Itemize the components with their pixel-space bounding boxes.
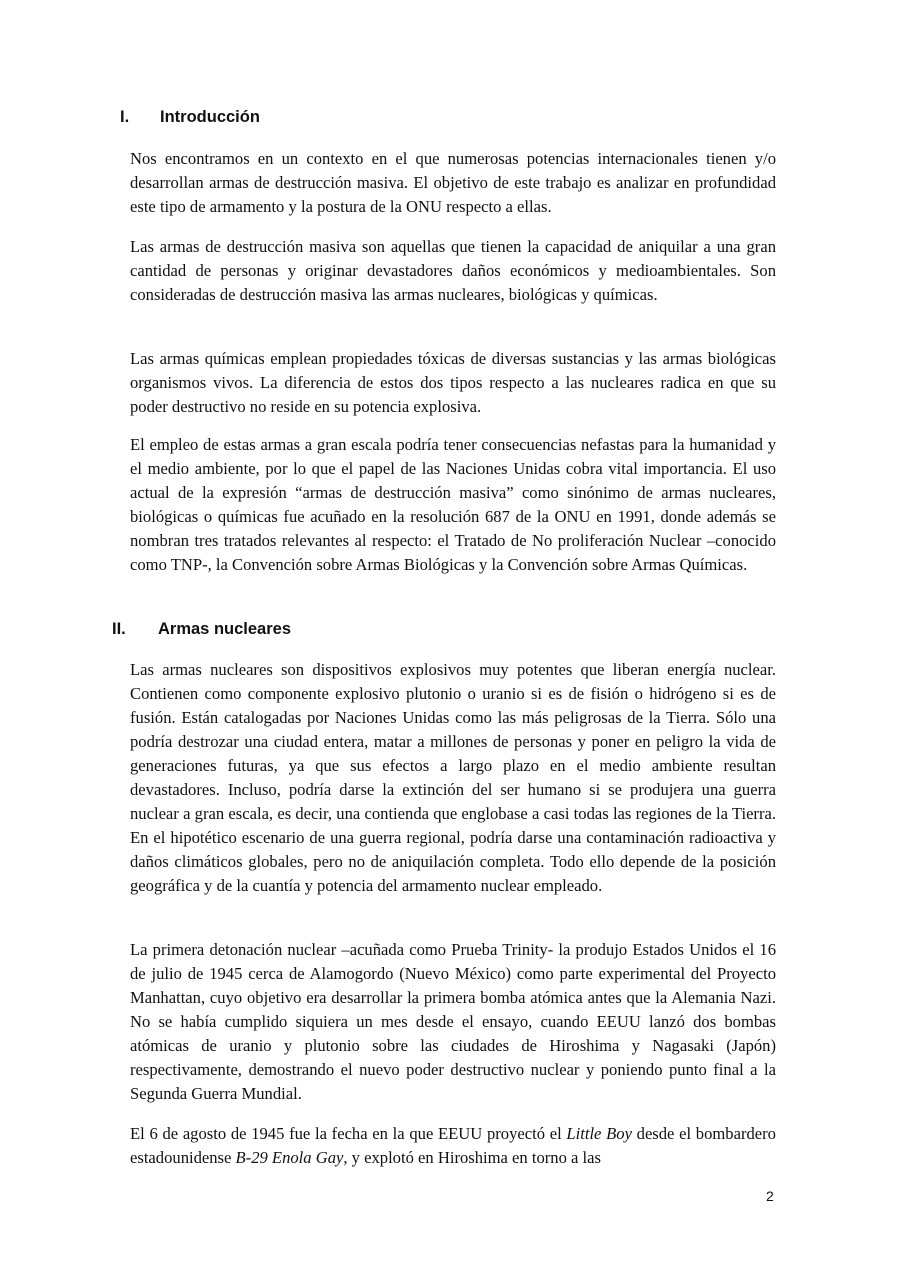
text-run: El 6 de agosto de 1945 fue la fecha en la que EEUU proyectó el (130, 1124, 567, 1143)
italic-run: B-29 Enola Gay (235, 1148, 344, 1167)
section-title: Armas nucleares (158, 620, 291, 638)
page-number: 2 (766, 1188, 774, 1204)
paragraph: Nos encontramos en un contexto en el que numerosas potencias internacionales tienen y/o desarrollan armas de destrucción masiva. El objetivo de este trabajo es analizar en profundidad este tipo de armamento y la postura de la ONU respecto a ellas. (130, 149, 776, 216)
paragraph: Las armas nucleares son dispositivos explosivos muy potentes que liberan energía nuclear. Contienen como componente explosivo plutonio o uranio si es de fisión o hidrógeno si es de fusión. Están catalogadas por Naciones Unidas como las más peligrosas de la Tierra. Sólo una podría destrozar una ciudad entera, matar a millones de personas y poner en peligro la vida de generaciones futuras, ya que sus efectos a largo plazo en el medio ambiente resultan devastadores. Incluso, podría darse la extinción del ser humano si se produjera una guerra nuclear a gran escala, es decir, una contienda que englobase a casi todas las regiones de la Tierra. En el hipotético escenario de una guerra regional, podría darse una contaminación radioactiva y daños climáticos globales, pero no de aniquilación completa. Todo ello depende de la posición geográfica y de la cuantía y potencia del armamento nuclear empleado. (130, 660, 776, 895)
section-title: Introducción (160, 108, 260, 126)
paragraph: El empleo de estas armas a gran escala podría tener consecuencias nefastas para la humanidad y el medio ambiente, por lo que el papel de las Naciones Unidas cobra vital importancia. El uso actual de la expresión “armas de destrucción masiva” como sinónimo de armas nucleares, biológicas o químicas fue acuñado en la resolución 687 de la ONU en 1991, donde además se nombran tres tratados relevantes al respecto: el Tratado de No proliferación Nuclear –conocido como TNP-, la Convención sobre Armas Biológicas y la Convención sobre Armas Químicas. (130, 435, 776, 574)
paragraph: Las armas químicas emplean propiedades tóxicas de diversas sustancias y las armas biológicas organismos vivos. La diferencia de estos dos tipos respecto a las nucleares radica en que su poder destructivo no reside en su potencia explosiva. (130, 349, 776, 416)
paragraph: Las armas de destrucción masiva son aquellas que tienen la capacidad de aniquilar a una gran cantidad de personas y originar devastadores daños económicos y medioambientales. Son consideradas de destrucción masiva las armas nucleares, biológicas y químicas. (130, 237, 776, 304)
section-number: I. (120, 108, 130, 126)
paragraph: La primera detonación nuclear –acuñada como Prueba Trinity- la produjo Estados Unidos el 16 de julio de 1945 cerca de Alamogordo (Nuevo México) como parte experimental del Proyecto Manhattan, cuyo objetivo era desarrollar la primera bomba atómica antes que la Alemania Nazi. No se había cumplido siquiera un mes desde el ensayo, cuando EEUU lanzó dos bombas atómicas de uranio y plutonio sobre las ciudades de Hiroshima y Nagasaki (Japón) respectivamente, demostrando el nuevo poder destructivo nuclear y poniendo punto final a la Segunda Guerra Mundial. (130, 940, 776, 1103)
section-heading-armas-nucleares (112, 620, 291, 639)
paragraph-little-boy (130, 1122, 776, 1170)
section-number: II. (112, 620, 126, 638)
section-heading-introduccion (120, 108, 260, 127)
italic-run: Little Boy (566, 1124, 632, 1143)
text-run: desde el bombardero estadounidense (130, 1124, 776, 1167)
text-run: , y explotó en Hiroshima en torno a las (343, 1148, 601, 1167)
